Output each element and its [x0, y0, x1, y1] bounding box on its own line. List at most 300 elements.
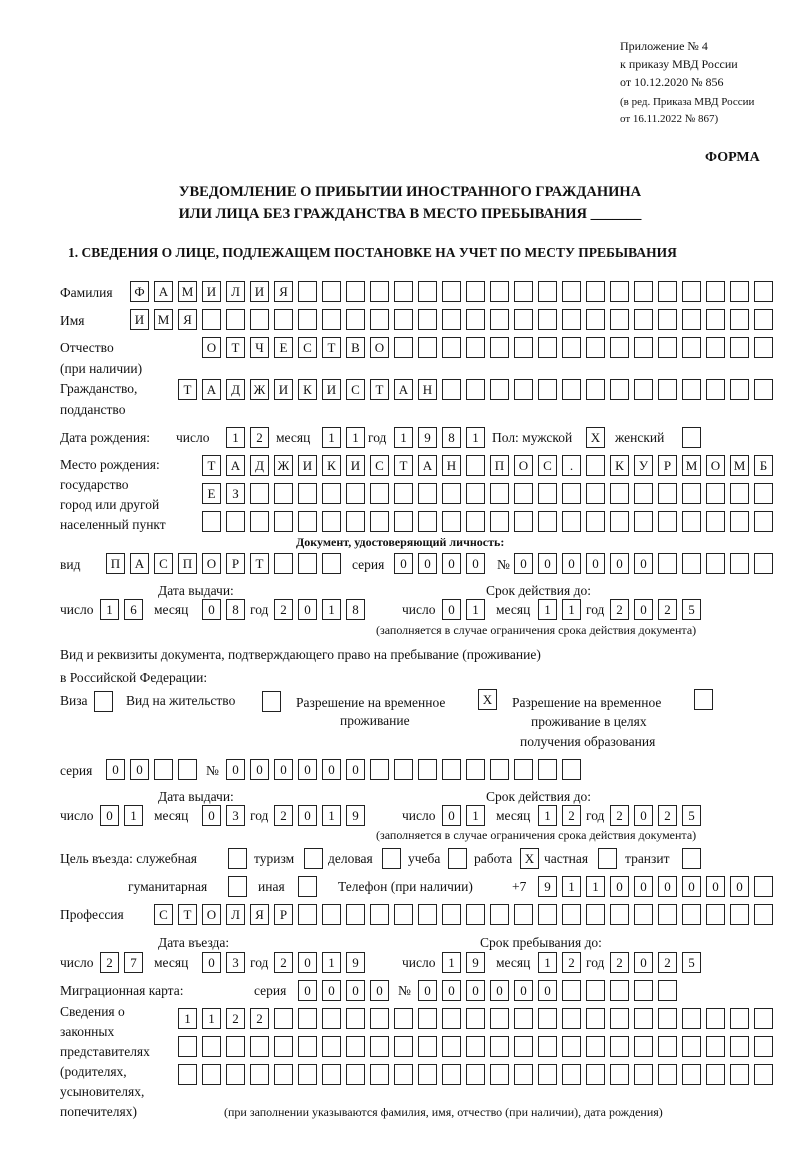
reps-row1-cell[interactable] — [466, 1008, 485, 1029]
rd-number-cell[interactable]: 0 — [298, 759, 317, 780]
patronymic-cell[interactable]: О — [202, 337, 221, 358]
id-issue-year-cell[interactable]: 8 — [346, 599, 365, 620]
reps-row2-cell[interactable] — [490, 1036, 509, 1057]
rd-issue-month-cell[interactable]: 0 — [202, 805, 221, 826]
id-series-cell[interactable]: 0 — [442, 553, 461, 574]
stay-year-cell[interactable]: 0 — [634, 952, 653, 973]
entry-month-cell[interactable]: 0 — [202, 952, 221, 973]
birthplace-row2-cell[interactable] — [634, 483, 653, 504]
birthplace-row3-cell[interactable] — [250, 511, 269, 532]
mc-number-cell[interactable] — [610, 980, 629, 1001]
citizenship-cell[interactable] — [706, 379, 725, 400]
reps-row3-cell[interactable] — [754, 1064, 773, 1085]
profession-cell[interactable] — [490, 904, 509, 925]
id-number-cell[interactable]: 0 — [514, 553, 533, 574]
reps-row2-cell[interactable] — [202, 1036, 221, 1057]
patronymic-cell[interactable] — [442, 337, 461, 358]
name-cell[interactable] — [298, 309, 317, 330]
reps-row2-cell[interactable] — [682, 1036, 701, 1057]
birthplace-row1-cell[interactable]: Б — [754, 455, 773, 476]
surname-cell[interactable] — [634, 281, 653, 302]
phone-cell[interactable]: 1 — [586, 876, 605, 897]
id-number-cell[interactable] — [706, 553, 725, 574]
birthplace-row1-cell[interactable]: К — [610, 455, 629, 476]
citizenship-cell[interactable]: А — [394, 379, 413, 400]
reps-row3-cell[interactable] — [298, 1064, 317, 1085]
rd-valid-year-cell[interactable]: 0 — [634, 805, 653, 826]
birth-month-cell[interactable]: 1 — [322, 427, 341, 448]
birthplace-row2-cell[interactable] — [274, 483, 293, 504]
birthplace-row1-cell[interactable] — [586, 455, 605, 476]
mc-number-cell[interactable] — [658, 980, 677, 1001]
birthplace-row2-cell[interactable]: З — [226, 483, 245, 504]
reps-row1-cell[interactable] — [514, 1008, 533, 1029]
reps-row3-cell[interactable] — [370, 1064, 389, 1085]
id-issue-year-cell[interactable]: 1 — [322, 599, 341, 620]
birthplace-row1-cell[interactable]: Н — [442, 455, 461, 476]
reps-row3-cell[interactable] — [706, 1064, 725, 1085]
id-kind-cell[interactable]: А — [130, 553, 149, 574]
birth-month-cell[interactable]: 1 — [346, 427, 365, 448]
id-number-cell[interactable] — [682, 553, 701, 574]
reps-row2-cell[interactable] — [658, 1036, 677, 1057]
patronymic-cell[interactable]: Ч — [250, 337, 269, 358]
id-kind-cell[interactable] — [274, 553, 293, 574]
id-issue-year-cell[interactable]: 0 — [298, 599, 317, 620]
birthplace-row1-cell[interactable]: Т — [394, 455, 413, 476]
profession-cell[interactable] — [538, 904, 557, 925]
rd-issue-month-cell[interactable]: 3 — [226, 805, 245, 826]
profession-cell[interactable] — [706, 904, 725, 925]
rd-issue-day-cell[interactable]: 1 — [124, 805, 143, 826]
birthplace-row3-cell[interactable] — [346, 511, 365, 532]
surname-cell[interactable]: Ф — [130, 281, 149, 302]
p-tourism-checkbox[interactable] — [304, 848, 323, 869]
reps-row1-cell[interactable] — [274, 1008, 293, 1029]
id-valid-year-cell[interactable]: 2 — [610, 599, 629, 620]
citizenship-cell[interactable] — [610, 379, 629, 400]
profession-cell[interactable] — [586, 904, 605, 925]
stay-month-cell[interactable]: 1 — [538, 952, 557, 973]
id-kind-cell[interactable]: С — [154, 553, 173, 574]
patronymic-cell[interactable] — [730, 337, 749, 358]
reps-row3-cell[interactable] — [202, 1064, 221, 1085]
profession-cell[interactable] — [394, 904, 413, 925]
stay-year-cell[interactable]: 5 — [682, 952, 701, 973]
citizenship-cell[interactable] — [730, 379, 749, 400]
entry-year-cell[interactable]: 0 — [298, 952, 317, 973]
patronymic-cell[interactable] — [706, 337, 725, 358]
birthplace-row2-cell[interactable] — [346, 483, 365, 504]
citizenship-cell[interactable] — [466, 379, 485, 400]
reps-row2-cell[interactable] — [562, 1036, 581, 1057]
birthplace-row3-cell[interactable] — [538, 511, 557, 532]
reps-row3-cell[interactable] — [322, 1064, 341, 1085]
reps-row3-cell[interactable] — [586, 1064, 605, 1085]
surname-cell[interactable]: Я — [274, 281, 293, 302]
birthplace-row1-cell[interactable]: С — [538, 455, 557, 476]
birthplace-row2-cell[interactable] — [586, 483, 605, 504]
id-series-cell[interactable]: 0 — [466, 553, 485, 574]
patronymic-cell[interactable]: Т — [226, 337, 245, 358]
surname-cell[interactable] — [610, 281, 629, 302]
reps-row2-cell[interactable] — [346, 1036, 365, 1057]
birthplace-row2-cell[interactable] — [682, 483, 701, 504]
patronymic-cell[interactable] — [490, 337, 509, 358]
profession-cell[interactable]: О — [202, 904, 221, 925]
citizenship-cell[interactable] — [682, 379, 701, 400]
patronymic-cell[interactable] — [658, 337, 677, 358]
reps-row1-cell[interactable] — [634, 1008, 653, 1029]
birthplace-row3-cell[interactable] — [274, 511, 293, 532]
id-kind-cell[interactable] — [322, 553, 341, 574]
birthplace-row2-cell[interactable] — [466, 483, 485, 504]
surname-cell[interactable] — [394, 281, 413, 302]
surname-cell[interactable]: А — [154, 281, 173, 302]
profession-cell[interactable] — [730, 904, 749, 925]
citizenship-cell[interactable]: Н — [418, 379, 437, 400]
surname-cell[interactable]: М — [178, 281, 197, 302]
rd-number-cell[interactable] — [370, 759, 389, 780]
id-number-cell[interactable]: 0 — [634, 553, 653, 574]
phone-cell[interactable]: 0 — [682, 876, 701, 897]
birthplace-row1-cell[interactable]: О — [706, 455, 725, 476]
id-valid-year-cell[interactable]: 2 — [658, 599, 677, 620]
rd-valid-day-cell[interactable]: 1 — [466, 805, 485, 826]
birthplace-row3-cell[interactable] — [394, 511, 413, 532]
reps-row1-cell[interactable]: 2 — [250, 1008, 269, 1029]
surname-cell[interactable]: Л — [226, 281, 245, 302]
citizenship-cell[interactable]: И — [322, 379, 341, 400]
profession-cell[interactable] — [298, 904, 317, 925]
surname-cell[interactable] — [658, 281, 677, 302]
reps-row3-cell[interactable] — [562, 1064, 581, 1085]
profession-cell[interactable] — [754, 904, 773, 925]
profession-cell[interactable] — [562, 904, 581, 925]
reps-row2-cell[interactable] — [634, 1036, 653, 1057]
reps-row1-cell[interactable] — [586, 1008, 605, 1029]
name-cell[interactable] — [634, 309, 653, 330]
profession-cell[interactable] — [658, 904, 677, 925]
birthplace-row2-cell[interactable] — [610, 483, 629, 504]
entry-month-cell[interactable]: 3 — [226, 952, 245, 973]
reps-row3-cell[interactable] — [490, 1064, 509, 1085]
birthplace-row1-cell[interactable]: М — [682, 455, 701, 476]
mc-number-cell[interactable] — [562, 980, 581, 1001]
id-kind-cell[interactable]: П — [178, 553, 197, 574]
stay-year-cell[interactable]: 2 — [658, 952, 677, 973]
reps-row1-cell[interactable] — [610, 1008, 629, 1029]
citizenship-cell[interactable] — [586, 379, 605, 400]
id-kind-cell[interactable] — [298, 553, 317, 574]
birthplace-row2-cell[interactable] — [370, 483, 389, 504]
p-study-checkbox[interactable] — [448, 848, 467, 869]
surname-cell[interactable] — [682, 281, 701, 302]
reps-row2-cell[interactable] — [586, 1036, 605, 1057]
rd-number-cell[interactable] — [538, 759, 557, 780]
birth-year-cell[interactable]: 1 — [394, 427, 413, 448]
birthplace-row1-cell[interactable]: Д — [250, 455, 269, 476]
rd-valid-year-cell[interactable]: 2 — [658, 805, 677, 826]
id-kind-cell[interactable]: Р — [226, 553, 245, 574]
surname-cell[interactable] — [586, 281, 605, 302]
birthplace-row1-cell[interactable]: Т — [202, 455, 221, 476]
id-kind-cell[interactable]: О — [202, 553, 221, 574]
birthplace-row3-cell[interactable] — [418, 511, 437, 532]
patronymic-cell[interactable]: В — [346, 337, 365, 358]
reps-row3-cell[interactable] — [610, 1064, 629, 1085]
citizenship-cell[interactable]: Т — [178, 379, 197, 400]
rd-series-cell[interactable]: 0 — [106, 759, 125, 780]
patronymic-cell[interactable] — [394, 337, 413, 358]
mc-series-cell[interactable]: 0 — [298, 980, 317, 1001]
birthplace-row2-cell[interactable] — [562, 483, 581, 504]
name-cell[interactable] — [274, 309, 293, 330]
entry-day-cell[interactable]: 7 — [124, 952, 143, 973]
id-issue-month-cell[interactable]: 8 — [226, 599, 245, 620]
name-cell[interactable] — [658, 309, 677, 330]
name-cell[interactable] — [490, 309, 509, 330]
phone-cell[interactable]: 0 — [706, 876, 725, 897]
name-cell[interactable] — [442, 309, 461, 330]
id-number-cell[interactable] — [754, 553, 773, 574]
id-valid-day-cell[interactable]: 1 — [466, 599, 485, 620]
birthplace-row3-cell[interactable] — [634, 511, 653, 532]
patronymic-cell[interactable]: Е — [274, 337, 293, 358]
reps-row3-cell[interactable] — [274, 1064, 293, 1085]
mc-number-cell[interactable] — [586, 980, 605, 1001]
reps-row1-cell[interactable] — [490, 1008, 509, 1029]
profession-cell[interactable] — [442, 904, 461, 925]
birthplace-row1-cell[interactable]: К — [322, 455, 341, 476]
trp-checkbox[interactable]: X — [478, 689, 497, 710]
birthplace-row2-cell[interactable] — [418, 483, 437, 504]
citizenship-cell[interactable] — [634, 379, 653, 400]
mc-number-cell[interactable]: 0 — [490, 980, 509, 1001]
reps-row3-cell[interactable] — [682, 1064, 701, 1085]
mc-series-cell[interactable]: 0 — [370, 980, 389, 1001]
birthplace-row3-cell[interactable] — [370, 511, 389, 532]
stay-month-cell[interactable]: 2 — [562, 952, 581, 973]
birthplace-row2-cell[interactable] — [538, 483, 557, 504]
reps-row2-cell[interactable] — [514, 1036, 533, 1057]
p-transit-checkbox[interactable] — [682, 848, 701, 869]
birthplace-row2-cell[interactable] — [490, 483, 509, 504]
citizenship-cell[interactable] — [538, 379, 557, 400]
name-cell[interactable] — [466, 309, 485, 330]
reps-row3-cell[interactable] — [634, 1064, 653, 1085]
reps-row3-cell[interactable] — [250, 1064, 269, 1085]
reps-row2-cell[interactable] — [538, 1036, 557, 1057]
surname-cell[interactable] — [754, 281, 773, 302]
birthplace-row2-cell[interactable] — [706, 483, 725, 504]
reps-row2-cell[interactable] — [298, 1036, 317, 1057]
rd-issue-year-cell[interactable]: 9 — [346, 805, 365, 826]
stay-day-cell[interactable]: 1 — [442, 952, 461, 973]
name-cell[interactable] — [754, 309, 773, 330]
citizenship-cell[interactable]: Т — [370, 379, 389, 400]
reps-row2-cell[interactable] — [466, 1036, 485, 1057]
reps-row1-cell[interactable] — [394, 1008, 413, 1029]
name-cell[interactable]: М — [154, 309, 173, 330]
citizenship-cell[interactable] — [514, 379, 533, 400]
name-cell[interactable] — [202, 309, 221, 330]
patronymic-cell[interactable] — [682, 337, 701, 358]
reps-row2-cell[interactable] — [610, 1036, 629, 1057]
birthplace-row3-cell[interactable] — [490, 511, 509, 532]
id-valid-day-cell[interactable]: 0 — [442, 599, 461, 620]
id-number-cell[interactable]: 0 — [610, 553, 629, 574]
profession-cell[interactable]: Л — [226, 904, 245, 925]
reps-row1-cell[interactable] — [658, 1008, 677, 1029]
reps-row3-cell[interactable] — [442, 1064, 461, 1085]
rd-number-cell[interactable]: 0 — [322, 759, 341, 780]
reps-row1-cell[interactable] — [346, 1008, 365, 1029]
citizenship-cell[interactable] — [658, 379, 677, 400]
visa-checkbox[interactable] — [94, 691, 113, 712]
rd-number-cell[interactable]: 0 — [346, 759, 365, 780]
surname-cell[interactable] — [322, 281, 341, 302]
name-cell[interactable] — [730, 309, 749, 330]
rd-number-cell[interactable]: 0 — [226, 759, 245, 780]
entry-day-cell[interactable]: 2 — [100, 952, 119, 973]
reps-row3-cell[interactable] — [178, 1064, 197, 1085]
id-number-cell[interactable] — [658, 553, 677, 574]
birthplace-row1-cell[interactable]: Ж — [274, 455, 293, 476]
birthplace-row1-cell[interactable]: И — [346, 455, 365, 476]
reps-row3-cell[interactable] — [346, 1064, 365, 1085]
reps-row2-cell[interactable] — [322, 1036, 341, 1057]
rd-number-cell[interactable]: 0 — [274, 759, 293, 780]
reps-row1-cell[interactable] — [442, 1008, 461, 1029]
reps-row3-cell[interactable] — [514, 1064, 533, 1085]
birthplace-row3-cell[interactable] — [298, 511, 317, 532]
reps-row1-cell[interactable]: 1 — [202, 1008, 221, 1029]
id-valid-month-cell[interactable]: 1 — [538, 599, 557, 620]
birthplace-row2-cell[interactable] — [250, 483, 269, 504]
surname-cell[interactable] — [538, 281, 557, 302]
birth-year-cell[interactable]: 9 — [418, 427, 437, 448]
entry-year-cell[interactable]: 2 — [274, 952, 293, 973]
profession-cell[interactable] — [514, 904, 533, 925]
id-issue-day-cell[interactable]: 1 — [100, 599, 119, 620]
birthplace-row2-cell[interactable] — [730, 483, 749, 504]
name-cell[interactable] — [682, 309, 701, 330]
birthplace-row2-cell[interactable] — [322, 483, 341, 504]
birthplace-row3-cell[interactable] — [754, 511, 773, 532]
profession-cell[interactable] — [466, 904, 485, 925]
id-series-cell[interactable]: 0 — [394, 553, 413, 574]
phone-cell[interactable]: 0 — [634, 876, 653, 897]
reps-row2-cell[interactable] — [754, 1036, 773, 1057]
surname-cell[interactable]: И — [202, 281, 221, 302]
surname-cell[interactable] — [418, 281, 437, 302]
birth-year-cell[interactable]: 8 — [442, 427, 461, 448]
p-service-checkbox[interactable] — [228, 848, 247, 869]
birthplace-row3-cell[interactable] — [706, 511, 725, 532]
birth-day-cell[interactable]: 2 — [250, 427, 269, 448]
reps-row3-cell[interactable] — [226, 1064, 245, 1085]
birthplace-row2-cell[interactable] — [658, 483, 677, 504]
birthplace-row3-cell[interactable] — [226, 511, 245, 532]
birthplace-row2-cell[interactable] — [298, 483, 317, 504]
id-issue-day-cell[interactable]: 6 — [124, 599, 143, 620]
reps-row3-cell[interactable] — [466, 1064, 485, 1085]
patronymic-cell[interactable] — [466, 337, 485, 358]
rd-series-cell[interactable] — [154, 759, 173, 780]
birth-year-cell[interactable]: 1 — [466, 427, 485, 448]
birthplace-row1-cell[interactable]: Р — [658, 455, 677, 476]
reps-row1-cell[interactable] — [562, 1008, 581, 1029]
reps-row1-cell[interactable] — [322, 1008, 341, 1029]
birthplace-row1-cell[interactable]: П — [490, 455, 509, 476]
mc-number-cell[interactable] — [634, 980, 653, 1001]
phone-cell[interactable]: 0 — [610, 876, 629, 897]
rd-valid-year-cell[interactable]: 5 — [682, 805, 701, 826]
id-valid-year-cell[interactable]: 5 — [682, 599, 701, 620]
reps-row2-cell[interactable] — [730, 1036, 749, 1057]
surname-cell[interactable] — [346, 281, 365, 302]
entry-year-cell[interactable]: 1 — [322, 952, 341, 973]
patronymic-cell[interactable] — [634, 337, 653, 358]
surname-cell[interactable]: И — [250, 281, 269, 302]
patronymic-cell[interactable]: Т — [322, 337, 341, 358]
citizenship-cell[interactable] — [562, 379, 581, 400]
birth-day-cell[interactable]: 1 — [226, 427, 245, 448]
rd-issue-year-cell[interactable]: 0 — [298, 805, 317, 826]
surname-cell[interactable] — [466, 281, 485, 302]
citizenship-cell[interactable] — [490, 379, 509, 400]
patronymic-cell[interactable]: С — [298, 337, 317, 358]
patronymic-cell[interactable] — [514, 337, 533, 358]
id-kind-cell[interactable]: Т — [250, 553, 269, 574]
birthplace-row2-cell[interactable] — [754, 483, 773, 504]
reps-row1-cell[interactable] — [754, 1008, 773, 1029]
birthplace-row3-cell[interactable] — [658, 511, 677, 532]
birthplace-row2-cell[interactable] — [394, 483, 413, 504]
reps-row1-cell[interactable] — [706, 1008, 725, 1029]
id-series-cell[interactable]: 0 — [418, 553, 437, 574]
citizenship-cell[interactable]: К — [298, 379, 317, 400]
birthplace-row3-cell[interactable] — [586, 511, 605, 532]
p-other-checkbox[interactable] — [298, 876, 317, 897]
entry-year-cell[interactable]: 9 — [346, 952, 365, 973]
birthplace-row3-cell[interactable] — [514, 511, 533, 532]
reps-row3-cell[interactable] — [730, 1064, 749, 1085]
phone-cell[interactable] — [754, 876, 773, 897]
birthplace-row1-cell[interactable]: А — [226, 455, 245, 476]
birthplace-row3-cell[interactable] — [610, 511, 629, 532]
stay-year-cell[interactable]: 2 — [610, 952, 629, 973]
citizenship-cell[interactable]: И — [274, 379, 293, 400]
id-number-cell[interactable] — [730, 553, 749, 574]
id-valid-year-cell[interactable]: 0 — [634, 599, 653, 620]
rd-number-cell[interactable] — [394, 759, 413, 780]
name-cell[interactable] — [586, 309, 605, 330]
surname-cell[interactable] — [562, 281, 581, 302]
birthplace-row3-cell[interactable] — [202, 511, 221, 532]
birthplace-row1-cell[interactable]: С — [370, 455, 389, 476]
rd-issue-year-cell[interactable]: 1 — [322, 805, 341, 826]
reps-row1-cell[interactable] — [370, 1008, 389, 1029]
mc-number-cell[interactable]: 0 — [418, 980, 437, 1001]
profession-cell[interactable] — [610, 904, 629, 925]
reps-row2-cell[interactable] — [394, 1036, 413, 1057]
profession-cell[interactable]: С — [154, 904, 173, 925]
birthplace-row1-cell[interactable]: М — [730, 455, 749, 476]
phone-cell[interactable]: 0 — [730, 876, 749, 897]
rd-issue-year-cell[interactable]: 2 — [274, 805, 293, 826]
